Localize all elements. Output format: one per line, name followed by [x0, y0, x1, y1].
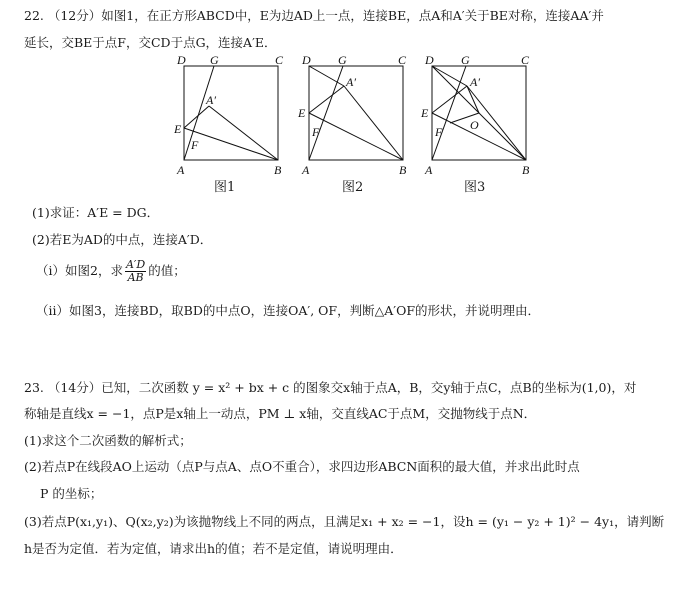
fig2-label-a: A	[302, 163, 310, 177]
fig1-label-c: C	[275, 56, 284, 67]
fig3-line-ea	[432, 86, 467, 113]
fig2-label-f: F	[312, 125, 320, 139]
caption-fig2: 图2	[342, 180, 364, 195]
fig3-label-o: O	[470, 118, 479, 132]
fig1-label-f: F	[191, 138, 199, 152]
q23-line-2: 称轴是直线x = −1，点P是x轴上一动点，PM ⊥ x轴，交直线AC于点M，交抛物线于点N．	[24, 406, 537, 421]
caption-fig3: 图3	[464, 180, 486, 195]
q22-part-2: (2)若E为AD的中点，连接A′D．	[32, 232, 213, 247]
fig2-label-d: D	[302, 56, 311, 67]
q22-part-2i	[36, 256, 186, 286]
fig3-label-c: C	[521, 56, 530, 67]
fig2-label-e: E	[298, 106, 306, 120]
q23-part-3b: h是否为定值．若为定值，请求出h的值；若不是定值，请说明理由．	[24, 541, 403, 556]
fig2-label-g: G	[338, 56, 347, 67]
fig3-label-g: G	[461, 56, 470, 67]
q23-part-2a: (2)若点P在线段AO上运动（点P与点A、点O不重合），求四边形ABCN面积的最大值，并求出此时点	[24, 459, 580, 474]
fig2-line-ag	[309, 66, 343, 160]
fraction-ad-over-ab	[125, 259, 146, 284]
figure-group	[174, 56, 534, 196]
fig3-label-f: F	[435, 125, 443, 139]
fig1-label-a-prime: A′	[206, 93, 216, 107]
fig2-square	[309, 66, 403, 160]
q22-part-2i-prefix: （i）如图2，求	[36, 263, 123, 278]
fig3-label-e: E	[421, 106, 429, 120]
fig3-label-a-prime: A′	[470, 75, 480, 89]
fig2-label-b: B	[399, 163, 407, 177]
fig2-line-da	[309, 66, 344, 86]
fig1-line-ag	[184, 66, 214, 160]
fig2-label-a-prime: A′	[346, 75, 356, 89]
fraction-denominator: AB	[127, 271, 144, 284]
q22-part-2i-suffix: 的值；	[148, 263, 186, 278]
fig3-label-b: B	[522, 163, 530, 177]
fig1-label-e: E	[174, 122, 182, 136]
q23-part-2b: P 的坐标；	[40, 486, 103, 501]
geometry-figures	[174, 56, 534, 196]
q23-part-1: (1)求这个二次函数的解析式；	[24, 433, 192, 448]
q22-part-1: (1)求证：A′E = DG．	[32, 205, 160, 220]
fig1-label-b: B	[274, 163, 282, 177]
fig2-line-ea	[309, 86, 344, 113]
q22-line-1: 22. （12分）如图1，在正方形ABCD中，E为边AD上一点，连接BE，点A和A′关于BE对称，连接AA′并	[24, 8, 604, 23]
q22-part-2ii: （ii）如图3，连接BD，取BD的中点O，连接OA′, OF，判断△A′OF的形状，并说明理由．	[36, 303, 540, 318]
q23-part-3a: (3)若点P(x₁,y₁)、Q(x₂,y₂)为该抛物线上不同的两点，且满足x₁ + x₂ = −1，设h = (y₁ − y₂ + 1)² − 4y₁，请判断	[24, 514, 665, 529]
fig1-label-a: A	[177, 163, 185, 177]
fig1-label-d: D	[177, 56, 186, 67]
fig2-label-c: C	[398, 56, 407, 67]
fig3-label-d: D	[425, 56, 434, 67]
fig3-label-a: A	[425, 163, 433, 177]
fraction-numerator: A′D	[125, 258, 146, 271]
fig1-label-g: G	[210, 56, 219, 67]
fig1-line-ea	[184, 106, 209, 128]
q22-line-2: 延长，交BE于点F，交CD于点G，连接A′E．	[24, 35, 277, 50]
fig2-line-ab	[344, 86, 403, 160]
fig1-line-ab	[209, 106, 278, 160]
caption-fig1: 图1	[214, 180, 236, 195]
fig3-line-be	[432, 113, 526, 160]
q23-line-1: 23. （14分）已知，二次函数 y = x² + bx + c 的图象交x轴于点A，B，交y轴于点C，点B的坐标为(1,0)，对	[24, 380, 637, 395]
fig3-line-ag	[432, 66, 466, 160]
fig2-line-be	[309, 113, 403, 160]
